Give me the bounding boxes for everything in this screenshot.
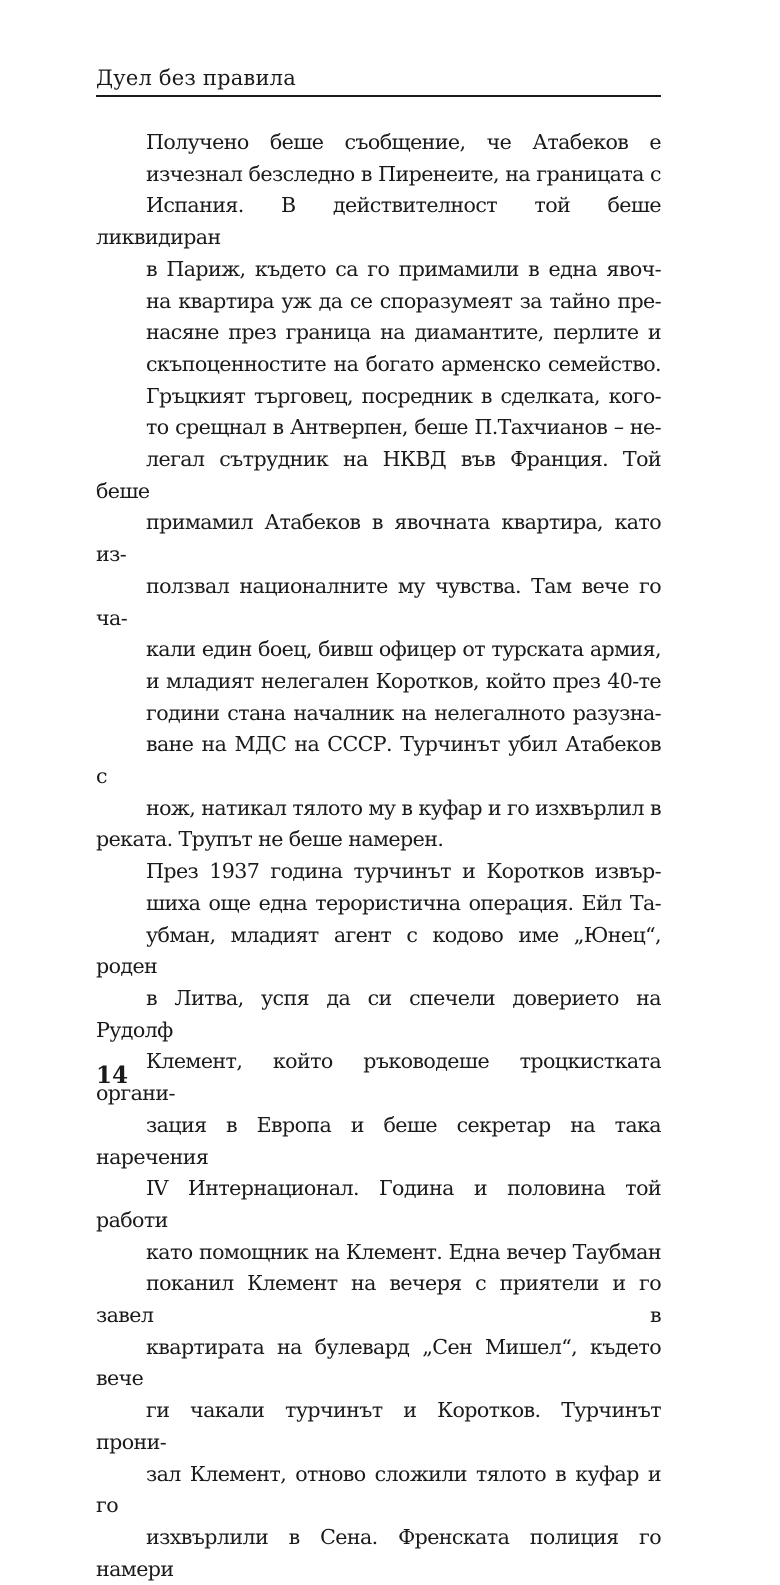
text-line: IV Интернационал. Година и половина той работи [96,1176,661,1232]
text-line: ги чакали турчинът и Коротков. Турчинът прони- [96,1398,661,1454]
text-line: шиха още една терористична операция. Ейл Та- [146,890,661,915]
text-line: Получено беше съобщение, че Атабеков е [146,130,661,154]
text-line: насяне през граница на диамантите, перлите и [146,320,661,345]
text-line: зация в Европа и беше секретар на така наречения [96,1112,661,1169]
text-line: изчезнал безследно в Пиренеите, на границата с [146,161,661,186]
paragraph-1-end [96,824,661,856]
text-line: През 1937 година турчинът и Коротков извър- [146,859,661,884]
body-text [96,127,661,1585]
text-line: примамил Атабеков в явочната квартира, като из- [96,510,661,567]
paragraph-1 [96,127,661,824]
text-line: скъпоценностите на богато арменско семейство. [146,351,661,376]
text-line: в Литва, успя да си спечели доверието на Рудолф [96,985,661,1042]
running-title: Дуел без правила [96,66,296,90]
paragraph-2 [96,856,661,1585]
text-line: Клемент, който ръководеше троцкистката органи- [96,1049,661,1106]
text-line: в Париж, където са го примамили в една явоч- [146,256,661,281]
text-line: квартирата на булевард „Сен Мишел“, където вече [96,1334,661,1391]
text-line: ползвал националните му чувства. Там вече го ча- [96,573,661,630]
text-line: като помощник на Клемент. Една вечер Таубман [146,1239,661,1264]
header-rule [96,95,661,97]
text-line: ване на МДС на СССР. Турчинът убил Атабеков с [96,732,661,789]
text-line: години стана началник на нелегалното разузна- [146,700,661,725]
text-line: изхвърлили в Сена. Френската полиция го намери [96,1524,661,1581]
text-line: то срещнал в Антверпен, беше П.Тахчианов – не- [146,415,661,440]
page-number: 14 [96,1062,129,1089]
text-line: реката. Трупът не беше намерен. [96,827,444,852]
text-line: Испания. В действителност той беше ликвидиран [96,193,661,250]
text-line: легал сътрудник на НКВД във Франция. Той беше [96,447,661,503]
text-line: зал Клемент, отново сложили тялото в куфар и го [96,1461,661,1518]
text-line: и младият нелегален Коротков, който през 40-те [146,668,661,693]
text-line: Гръцкият търговец, посредник в сделката, кого- [146,383,661,408]
text-line: убман, младият агент с кодово име „Юнец“, роден [96,922,661,979]
text-line: нож, натикал тялото му в куфар и го изхвърлил в [146,795,661,820]
text-line: на квартира уж да се споразумеят за тайно пре- [146,288,661,313]
text-line: кали един боец, бивш офицер от турската армия, [146,637,661,662]
text-line: поканил Клемент на вечеря с приятели и го завел в [96,1271,661,1328]
